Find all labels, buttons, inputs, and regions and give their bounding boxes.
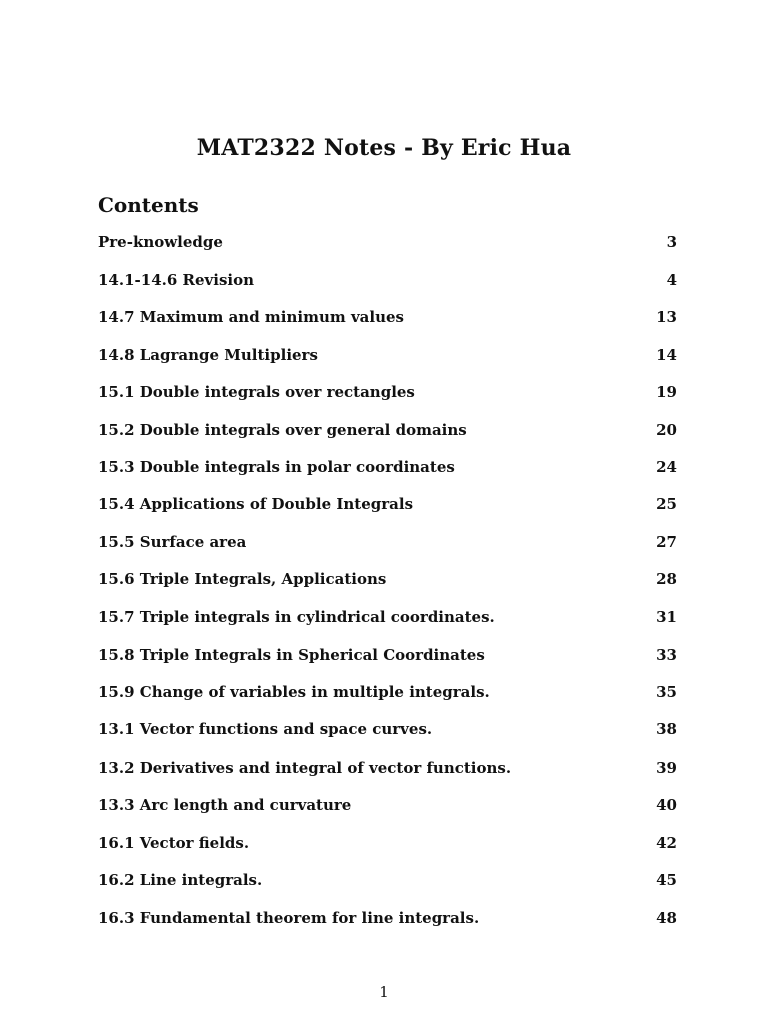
toc-entry-title: 15.1 Double integrals over rectangles — [98, 383, 415, 401]
toc-entry[interactable] — [98, 495, 677, 519]
toc-entry-page: 39 — [656, 759, 677, 777]
toc-entry-page: 38 — [656, 720, 677, 738]
toc-entry[interactable] — [98, 570, 677, 594]
toc-entry-title: 15.6 Triple Integrals, Applications — [98, 570, 387, 588]
toc-entry-page: 40 — [656, 796, 677, 814]
toc-entry-page: 45 — [656, 871, 677, 889]
toc-entry[interactable] — [98, 308, 677, 332]
toc-entry-page: 42 — [656, 834, 677, 852]
toc-entry-page: 48 — [656, 909, 677, 927]
toc-entry[interactable] — [98, 796, 677, 820]
toc-entry-title: 14.8 Lagrange Multipliers — [98, 346, 318, 364]
toc-entry[interactable] — [98, 646, 677, 670]
toc-entry-title: 16.1 Vector fields. — [98, 834, 250, 852]
toc-entry-page: 13 — [656, 308, 677, 326]
toc-entry-title: 15.7 Triple integrals in cylindrical coordinates. — [98, 608, 495, 626]
toc-entry[interactable] — [98, 871, 677, 895]
toc-entry-title: 13.3 Arc length and curvature — [98, 796, 352, 814]
toc-entry[interactable] — [98, 909, 677, 933]
toc-entry[interactable] — [98, 271, 677, 295]
toc-entry-title: 15.3 Double integrals in polar coordinates — [98, 458, 455, 476]
toc-entry-page: 20 — [656, 421, 677, 439]
toc-entry-page: 27 — [656, 533, 677, 551]
toc-entry-title: 16.2 Line integrals. — [98, 871, 263, 889]
toc-entry-page: 14 — [656, 346, 677, 364]
toc-entry[interactable] — [98, 683, 677, 707]
toc-entry[interactable] — [98, 608, 677, 632]
toc-entry[interactable] — [98, 834, 677, 858]
toc-entry-page: 3 — [666, 233, 677, 251]
toc-entry-title: 14.7 Maximum and minimum values — [98, 308, 404, 326]
toc-entry[interactable] — [98, 533, 677, 557]
toc-entry-page: 28 — [656, 570, 677, 588]
toc-entry-title: 15.9 Change of variables in multiple integrals. — [98, 683, 490, 701]
toc-entry[interactable] — [98, 233, 677, 257]
toc-entry-title: 15.8 Triple Integrals in Spherical Coordinates — [98, 646, 485, 664]
toc-entry[interactable] — [98, 383, 677, 407]
toc-entry-page: 25 — [656, 495, 677, 513]
toc-entry-page: 19 — [656, 383, 677, 401]
toc-entry-page: 4 — [666, 271, 677, 289]
page-number: 1 — [379, 983, 389, 1001]
toc-entry-page: 24 — [656, 458, 677, 476]
toc-entry-title: 15.2 Double integrals over general domains — [98, 421, 467, 439]
toc-entry-title: Pre-knowledge — [98, 233, 223, 251]
toc-entry[interactable] — [98, 458, 677, 482]
toc-entry-title: 13.1 Vector functions and space curves. — [98, 720, 433, 738]
toc-entry-title: 13.2 Derivatives and integral of vector functions. — [98, 759, 512, 777]
toc-entry-title: 16.3 Fundamental theorem for line integrals. — [98, 909, 480, 927]
toc-entry-page: 31 — [656, 608, 677, 626]
toc-entry[interactable] — [98, 346, 677, 370]
toc-entry[interactable] — [98, 720, 677, 744]
toc-entry-title: 15.4 Applications of Double Integrals — [98, 495, 414, 513]
toc-entry-page: 33 — [656, 646, 677, 664]
toc-entry-title: 14.1-14.6 Revision — [98, 271, 254, 289]
toc-entry-page: 35 — [656, 683, 677, 701]
document-title: MAT2322 Notes - By Eric Hua — [196, 135, 572, 161]
toc-entry[interactable] — [98, 421, 677, 445]
toc-entry[interactable] — [98, 759, 677, 783]
contents-heading: Contents — [98, 193, 199, 217]
toc-entry-title: 15.5 Surface area — [98, 533, 247, 551]
